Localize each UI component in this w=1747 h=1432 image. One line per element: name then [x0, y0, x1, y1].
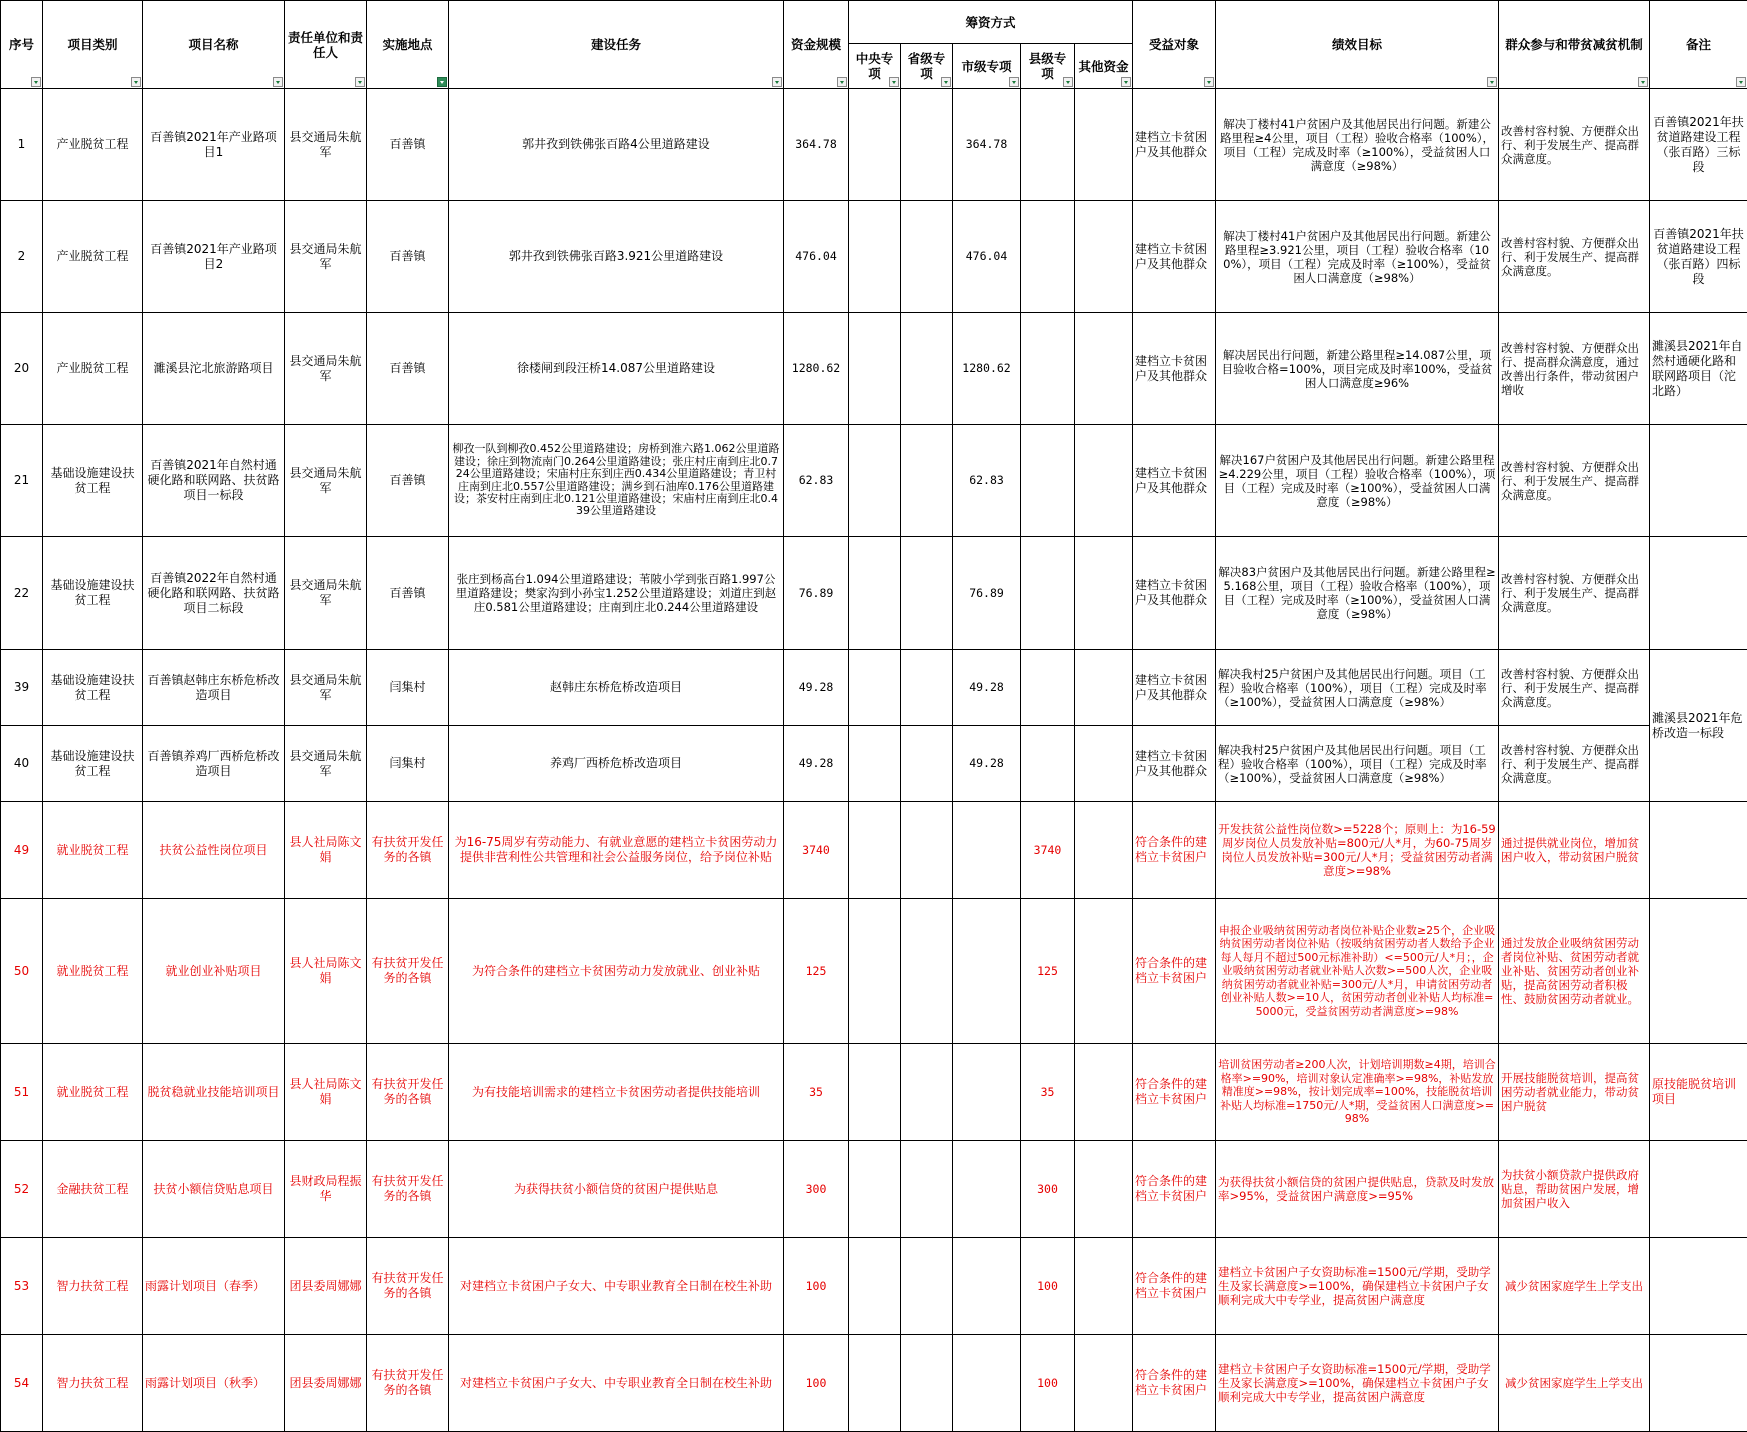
cell-category[interactable]: 金融扶贫工程 — [43, 1141, 143, 1238]
cell-unit[interactable]: 县交通局朱航军 — [285, 313, 367, 425]
cell-provincial[interactable] — [901, 899, 953, 1044]
cell-seq[interactable]: 22 — [1, 537, 43, 650]
cell-other[interactable] — [1075, 726, 1133, 802]
cell-provincial[interactable] — [901, 425, 953, 537]
filter-dropdown-icon[interactable] — [1121, 77, 1131, 87]
cell-target[interactable]: 为获得扶贫小额信贷的贫困户提供贴息，贷款及时发放率>95%，受益贫困户满意度>=95% — [1216, 1141, 1499, 1238]
col-provincial: 省级专项 — [901, 44, 953, 89]
cell-category[interactable]: 智力扶贫工程 — [43, 1335, 143, 1432]
cell-provincial[interactable] — [901, 802, 953, 899]
filter-dropdown-icon[interactable] — [1638, 77, 1648, 87]
cell-mechanism[interactable]: 通过提供就业岗位，增加贫困户收入，带动贫困户脱贫 — [1499, 802, 1650, 899]
cell-beneficiary[interactable]: 符合条件的建档立卡贫困户 — [1133, 1238, 1216, 1335]
cell-note[interactable] — [1650, 899, 1747, 1044]
cell-name[interactable]: 百善镇2022年自然村通硬化路和联网路、扶贫路项目二标段 — [143, 537, 285, 650]
cell-county[interactable]: 3740 — [1021, 802, 1075, 899]
filter-dropdown-icon[interactable] — [273, 77, 283, 87]
cell-provincial[interactable] — [901, 726, 953, 802]
cell-provincial[interactable] — [901, 1335, 953, 1432]
cell-central[interactable] — [849, 650, 901, 726]
col-scale: 资金规模 — [784, 1, 849, 89]
filter-dropdown-icon[interactable] — [837, 77, 847, 87]
cell-note[interactable] — [1650, 1335, 1747, 1432]
cell-unit[interactable]: 县交通局朱航军 — [285, 537, 367, 650]
cell-scale[interactable]: 300 — [784, 1141, 849, 1238]
cell-municipal[interactable]: 1280.62 — [953, 313, 1021, 425]
filter-dropdown-icon[interactable] — [1009, 77, 1019, 87]
cell-location[interactable]: 有扶贫开发任务的各镇 — [367, 1335, 449, 1432]
filter-dropdown-icon[interactable] — [1063, 77, 1073, 87]
cell-provincial[interactable] — [901, 313, 953, 425]
cell-category[interactable]: 就业脱贫工程 — [43, 899, 143, 1044]
cell-task[interactable]: 为有技能培训需求的建档立卡贫困劳动者提供技能培训 — [449, 1044, 784, 1141]
table-row — [1, 1141, 1747, 1238]
cell-seq[interactable]: 53 — [1, 1238, 43, 1335]
col-note: 备注 — [1650, 1, 1747, 89]
cell-mechanism[interactable]: 减少贫困家庭学生上学支出 — [1499, 1238, 1650, 1335]
cell-municipal[interactable] — [953, 1141, 1021, 1238]
cell-unit[interactable]: 县人社局陈文娟 — [285, 802, 367, 899]
cell-provincial[interactable] — [901, 89, 953, 201]
cell-other[interactable] — [1075, 1335, 1133, 1432]
cell-name[interactable]: 脱贫稳就业技能培训项目 — [143, 1044, 285, 1141]
cell-seq[interactable]: 39 — [1, 650, 43, 726]
cell-central[interactable] — [849, 1141, 901, 1238]
cell-target[interactable]: 解决我村25户贫困户及其他居民出行问题。项目（工程）验收合格率（100%），项目（工程）完成及时率（≥100%），受益贫困人口满意度（≥98%） — [1216, 726, 1499, 802]
cell-target[interactable]: 建档立卡贫困户子女资助标准=1500元/学期，受助学生及家长满意度>=100%，确保建档立卡贫困户子女顺利完成大中专学业，提高贫困户满意度 — [1216, 1238, 1499, 1335]
table-header — [1, 1, 1747, 89]
cell-municipal[interactable]: 76.89 — [953, 537, 1021, 650]
cell-location[interactable]: 有扶贫开发任务的各镇 — [367, 802, 449, 899]
cell-central[interactable] — [849, 313, 901, 425]
cell-mechanism[interactable]: 减少贫困家庭学生上学支出 — [1499, 1335, 1650, 1432]
cell-scale[interactable]: 35 — [784, 1044, 849, 1141]
cell-name[interactable]: 雨露计划项目（春季） — [143, 1238, 285, 1335]
cell-other[interactable] — [1075, 899, 1133, 1044]
cell-county[interactable] — [1021, 425, 1075, 537]
cell-note[interactable] — [1650, 1238, 1747, 1335]
col-unit: 责任单位和责任人 — [285, 1, 367, 89]
cell-category[interactable]: 就业脱贫工程 — [43, 1044, 143, 1141]
cell-beneficiary[interactable]: 符合条件的建档立卡贫困户 — [1133, 1044, 1216, 1141]
cell-note[interactable]: 百善镇2021年扶贫道路建设工程（张百路）三标段 — [1650, 89, 1747, 201]
cell-beneficiary[interactable]: 建档立卡贫困户及其他群众 — [1133, 726, 1216, 802]
cell-target[interactable]: 解决丁楼村41户贫困户及其他居民出行问题。新建公路里程≥4公里，项目（工程）验收合格率（100%），项目（工程）完成及时率（≥100%），受益贫困人口满意度（≥98%） — [1216, 89, 1499, 201]
col-other: 其他资金 — [1075, 44, 1133, 89]
col-name: 项目名称 — [143, 1, 285, 89]
cell-mechanism[interactable]: 改善村容村貌、方便群众出行、利于发展生产、提高群众满意度。 — [1499, 726, 1650, 802]
cell-scale[interactable]: 364.78 — [784, 89, 849, 201]
cell-name[interactable]: 百善镇养鸡厂西桥危桥改造项目 — [143, 726, 285, 802]
cell-seq[interactable]: 1 — [1, 89, 43, 201]
cell-provincial[interactable] — [901, 1238, 953, 1335]
cell-note[interactable] — [1650, 1141, 1747, 1238]
col-county: 县级专项 — [1021, 44, 1075, 89]
cell-beneficiary[interactable]: 建档立卡贫困户及其他群众 — [1133, 650, 1216, 726]
cell-seq[interactable]: 40 — [1, 726, 43, 802]
cell-task[interactable]: 对建档立卡贫困户子女大、中专职业教育全日制在校生补助 — [449, 1335, 784, 1432]
cell-county[interactable] — [1021, 537, 1075, 650]
cell-municipal[interactable] — [953, 1335, 1021, 1432]
cell-scale[interactable]: 49.28 — [784, 726, 849, 802]
cell-other[interactable] — [1075, 1044, 1133, 1141]
cell-name[interactable]: 百善镇2021年产业路项目2 — [143, 201, 285, 313]
cell-beneficiary[interactable]: 符合条件的建档立卡贫困户 — [1133, 802, 1216, 899]
cell-seq[interactable]: 20 — [1, 313, 43, 425]
cell-location[interactable]: 闫集村 — [367, 726, 449, 802]
table-row — [1, 1335, 1747, 1432]
cell-task[interactable]: 郭井孜到铁佛张百路4公里道路建设 — [449, 89, 784, 201]
cell-beneficiary[interactable]: 建档立卡贫困户及其他群众 — [1133, 89, 1216, 201]
cell-category[interactable]: 基础设施建设扶贫工程 — [43, 726, 143, 802]
cell-beneficiary[interactable]: 建档立卡贫困户及其他群众 — [1133, 537, 1216, 650]
cell-target[interactable]: 开发扶贫公益性岗位数>=5228个；原则上：为16-59周岁岗位人员发放补贴=800元/人*月，为60-75周岁岗位人员发放补贴=300元/人*月；受益贫困劳动者满意度>=98% — [1216, 802, 1499, 899]
cell-unit[interactable]: 县人社局陈文娟 — [285, 1044, 367, 1141]
filter-dropdown-icon[interactable] — [131, 77, 141, 87]
cell-municipal[interactable]: 49.28 — [953, 726, 1021, 802]
cell-other[interactable] — [1075, 537, 1133, 650]
cell-name[interactable]: 雨露计划项目（秋季） — [143, 1335, 285, 1432]
cell-note[interactable] — [1650, 425, 1747, 537]
cell-municipal[interactable] — [953, 802, 1021, 899]
cell-county[interactable]: 100 — [1021, 1238, 1075, 1335]
cell-name[interactable]: 就业创业补贴项目 — [143, 899, 285, 1044]
table-row — [1, 726, 1747, 802]
cell-municipal[interactable]: 62.83 — [953, 425, 1021, 537]
cell-other[interactable] — [1075, 313, 1133, 425]
cell-task[interactable]: 对建档立卡贫困户子女大、中专职业教育全日制在校生补助 — [449, 1238, 784, 1335]
cell-beneficiary[interactable]: 符合条件的建档立卡贫困户 — [1133, 899, 1216, 1044]
cell-municipal[interactable] — [953, 899, 1021, 1044]
cell-central[interactable] — [849, 537, 901, 650]
table-row — [1, 650, 1747, 726]
cell-location[interactable]: 有扶贫开发任务的各镇 — [367, 899, 449, 1044]
cell-mechanism[interactable]: 改善村容村貌、方便群众出行、提高群众满意度，通过改善出行条件，带动贫困户增收 — [1499, 313, 1650, 425]
filter-dropdown-icon[interactable] — [31, 77, 41, 87]
cell-category[interactable]: 产业脱贫工程 — [43, 313, 143, 425]
cell-unit[interactable]: 县财政局程振华 — [285, 1141, 367, 1238]
cell-scale[interactable]: 1280.62 — [784, 313, 849, 425]
cell-name[interactable]: 百善镇赵韩庄东桥危桥改造项目 — [143, 650, 285, 726]
cell-county[interactable]: 300 — [1021, 1141, 1075, 1238]
cell-scale[interactable]: 49.28 — [784, 650, 849, 726]
filter-dropdown-icon[interactable] — [772, 77, 782, 87]
cell-mechanism[interactable]: 改善村容村貌、方便群众出行、利于发展生产、提高群众满意度。 — [1499, 537, 1650, 650]
cell-municipal[interactable]: 364.78 — [953, 89, 1021, 201]
cell-note[interactable] — [1650, 537, 1747, 650]
cell-scale[interactable]: 76.89 — [784, 537, 849, 650]
cell-location[interactable]: 闫集村 — [367, 650, 449, 726]
col-target: 绩效目标 — [1216, 1, 1499, 89]
col-central: 中央专项 — [849, 44, 901, 89]
cell-target[interactable]: 培训贫困劳动者≥200人次，计划培训期数≥4期，培训合格率>=90%，培训对象认定准确率>=98%，补贴发放精准度>=98%，按计划完成率=100%，技能脱贫培训补贴人均标准=1750元/人*期，受益贫困人口满意度>=98% — [1216, 1044, 1499, 1141]
cell-location[interactable]: 有扶贫开发任务的各镇 — [367, 1044, 449, 1141]
cell-seq[interactable]: 21 — [1, 425, 43, 537]
cell-mechanism[interactable]: 为扶贫小额贷款户提供政府贴息，帮助贫困户发展，增加贫困户收入 — [1499, 1141, 1650, 1238]
filter-active-icon[interactable] — [437, 77, 447, 87]
cell-mechanism[interactable]: 通过发放企业吸纳贫困劳动者岗位补贴、贫困劳动者就业补贴、贫困劳动者创业补贴，提高贫困劳动者积极性、鼓励贫困劳动者就业。 — [1499, 899, 1650, 1044]
cell-municipal[interactable]: 49.28 — [953, 650, 1021, 726]
cell-location[interactable]: 有扶贫开发任务的各镇 — [367, 1238, 449, 1335]
cell-unit[interactable]: 县交通局朱航军 — [285, 425, 367, 537]
cell-scale[interactable]: 62.83 — [784, 425, 849, 537]
cell-task[interactable]: 为符合条件的建档立卡贫困劳动力发放就业、创业补贴 — [449, 899, 784, 1044]
cell-task[interactable]: 养鸡厂西桥危桥改造项目 — [449, 726, 784, 802]
cell-task[interactable]: 赵韩庄东桥危桥改造项目 — [449, 650, 784, 726]
cell-note[interactable]: 濉溪县2021年危桥改造一标段 — [1650, 650, 1747, 802]
cell-seq[interactable]: 49 — [1, 802, 43, 899]
cell-name[interactable]: 百善镇2021年产业路项目1 — [143, 89, 285, 201]
cell-provincial[interactable] — [901, 201, 953, 313]
cell-task[interactable]: 为获得扶贫小额信贷的贫困户提供贴息 — [449, 1141, 784, 1238]
cell-category[interactable]: 就业脱贫工程 — [43, 802, 143, 899]
cell-location[interactable]: 百善镇 — [367, 89, 449, 201]
cell-municipal[interactable]: 476.04 — [953, 201, 1021, 313]
cell-mechanism[interactable]: 改善村容村貌、方便群众出行、利于发展生产、提高群众满意度。 — [1499, 89, 1650, 201]
cell-scale[interactable]: 3740 — [784, 802, 849, 899]
col-task: 建设任务 — [449, 1, 784, 89]
cell-note[interactable]: 原技能脱贫培训项目 — [1650, 1044, 1747, 1141]
cell-task[interactable]: 为16-75周岁有劳动能力、有就业意愿的建档立卡贫困劳动力提供非营利性公共管理和社会公益服务岗位，给予岗位补贴 — [449, 802, 784, 899]
table-row — [1, 537, 1747, 650]
cell-provincial[interactable] — [901, 537, 953, 650]
cell-target[interactable]: 解决居民出行问题，新建公路里程≥14.087公里，项目验收合格=100%，项目完成及时率100%，受益贫困人口满意度≥96% — [1216, 313, 1499, 425]
cell-target[interactable]: 解决我村25户贫困户及其他居民出行问题。项目（工程）验收合格率（100%），项目（工程）完成及时率（≥100%），受益贫困人口满意度（≥98%） — [1216, 650, 1499, 726]
cell-target[interactable]: 建档立卡贫困户子女资助标准=1500元/学期，受助学生及家长满意度>=100%，确保建档立卡贫困户子女顺利完成大中专学业，提高贫困户满意度 — [1216, 1335, 1499, 1432]
cell-other[interactable] — [1075, 89, 1133, 201]
filter-dropdown-icon[interactable] — [1204, 77, 1214, 87]
filter-dropdown-icon[interactable] — [355, 77, 365, 87]
cell-note[interactable]: 濉溪县2021年自然村通硬化路和联网路项目（沱北路） — [1650, 313, 1747, 425]
cell-category[interactable]: 基础设施建设扶贫工程 — [43, 537, 143, 650]
cell-county[interactable] — [1021, 726, 1075, 802]
cell-other[interactable] — [1075, 1141, 1133, 1238]
col-municipal: 市级专项 — [953, 44, 1021, 89]
table-row — [1, 802, 1747, 899]
cell-central[interactable] — [849, 899, 901, 1044]
cell-unit[interactable]: 团县委周娜娜 — [285, 1335, 367, 1432]
cell-mechanism[interactable]: 改善村容村貌、方便群众出行、利于发展生产、提高群众满意度。 — [1499, 201, 1650, 313]
cell-target[interactable]: 申报企业吸纳贫困劳动者岗位补贴企业数≥25个，企业吸纳贫困劳动者岗位补贴（按吸纳贫困劳动者人数给予企业每人每月不超过500元标准补助）<=500元/人*月；，企业吸纳贫困劳动者就业补贴人次数>=500人次，企业吸纳贫困劳动者就业补贴=300元/人*月，申请贫困劳动者创业补贴人数>=10人，贫困劳动者创业补贴人均标准=5000元，受益贫困劳动者满意度>=98% — [1216, 899, 1499, 1044]
cell-category[interactable]: 基础设施建设扶贫工程 — [43, 650, 143, 726]
table-row — [1, 201, 1747, 313]
cell-category[interactable]: 产业脱贫工程 — [43, 201, 143, 313]
cell-unit[interactable]: 县交通局朱航军 — [285, 201, 367, 313]
cell-location[interactable]: 有扶贫开发任务的各镇 — [367, 1141, 449, 1238]
cell-location[interactable]: 百善镇 — [367, 537, 449, 650]
table-row — [1, 89, 1747, 201]
cell-county[interactable]: 100 — [1021, 1335, 1075, 1432]
cell-provincial[interactable] — [901, 1044, 953, 1141]
cell-name[interactable]: 百善镇2021年自然村通硬化路和联网路、扶贫路项目一标段 — [143, 425, 285, 537]
cell-seq[interactable]: 52 — [1, 1141, 43, 1238]
cell-central[interactable] — [849, 802, 901, 899]
cell-provincial[interactable] — [901, 1141, 953, 1238]
cell-unit[interactable]: 县交通局朱航军 — [285, 650, 367, 726]
filter-dropdown-icon[interactable] — [941, 77, 951, 87]
cell-seq[interactable]: 50 — [1, 899, 43, 1044]
col-category: 项目类别 — [43, 1, 143, 89]
col-seq: 序号 — [1, 1, 43, 89]
cell-other[interactable] — [1075, 1238, 1133, 1335]
cell-county[interactable]: 125 — [1021, 899, 1075, 1044]
cell-unit[interactable]: 县人社局陈文娟 — [285, 899, 367, 1044]
table-row — [1, 425, 1747, 537]
cell-county[interactable] — [1021, 201, 1075, 313]
cell-target[interactable]: 解决167户贫困户及其他居民出行问题。新建公路里程≥4.229公里，项目（工程）验收合格率（100%），项目（工程）完成及时率（≥100%），受益贫困人口满意度（≥98%） — [1216, 425, 1499, 537]
cell-mechanism[interactable]: 开展技能脱贫培训，提高贫困劳动者就业能力，带动贫困户脱贫 — [1499, 1044, 1650, 1141]
table-row — [1, 1044, 1747, 1141]
cell-location[interactable]: 百善镇 — [367, 425, 449, 537]
cell-county[interactable] — [1021, 89, 1075, 201]
table-row — [1, 1238, 1747, 1335]
cell-location[interactable]: 百善镇 — [367, 201, 449, 313]
col-mechanism: 群众参与和带贫减贫机制 — [1499, 1, 1650, 89]
cell-task[interactable]: 徐楼闸到段汪桥14.087公里道路建设 — [449, 313, 784, 425]
cell-mechanism[interactable]: 改善村容村貌、方便群众出行、利于发展生产、提高群众满意度。 — [1499, 425, 1650, 537]
cell-beneficiary[interactable]: 建档立卡贫困户及其他群众 — [1133, 201, 1216, 313]
cell-target[interactable]: 解决83户贫困户及其他居民出行问题。新建公路里程≥5.168公里，项目（工程）验收合格率（100%），项目（工程）完成及时率（≥100%），受益贫困人口满意度（≥98%） — [1216, 537, 1499, 650]
cell-task[interactable]: 张庄到杨高台1.094公里道路建设；苇陂小学到张百路1.997公里道路建设；樊家沟到小孙宝1.252公里道路建设；刘道庄到赵庄0.581公里道路建设；庄南到庄北0.244公里道路建设 — [449, 537, 784, 650]
cell-central[interactable] — [849, 726, 901, 802]
cell-target[interactable]: 解决丁楼村41户贫困户及其他居民出行问题。新建公路里程≥3.921公里，项目（工程）验收合格率（100%），项目（工程）完成及时率（≥100%），受益贫困人口满意度（≥98%） — [1216, 201, 1499, 313]
cell-provincial[interactable] — [901, 650, 953, 726]
cell-task[interactable]: 郭井孜到铁佛张百路3.921公里道路建设 — [449, 201, 784, 313]
cell-county[interactable] — [1021, 650, 1075, 726]
cell-seq[interactable]: 54 — [1, 1335, 43, 1432]
cell-name[interactable]: 濉溪县沱北旅游路项目 — [143, 313, 285, 425]
col-funding: 筹资方式 — [849, 1, 1133, 44]
cell-municipal[interactable] — [953, 1044, 1021, 1141]
cell-other[interactable] — [1075, 425, 1133, 537]
cell-unit[interactable]: 团县委周娜娜 — [285, 1238, 367, 1335]
cell-name[interactable]: 扶贫公益性岗位项目 — [143, 802, 285, 899]
cell-county[interactable] — [1021, 313, 1075, 425]
col-beneficiary: 受益对象 — [1133, 1, 1216, 89]
cell-other[interactable] — [1075, 201, 1133, 313]
table-row — [1, 313, 1747, 425]
cell-central[interactable] — [849, 425, 901, 537]
cell-category[interactable]: 产业脱贫工程 — [43, 89, 143, 201]
cell-beneficiary[interactable]: 建档立卡贫困户及其他群众 — [1133, 313, 1216, 425]
cell-central[interactable] — [849, 201, 901, 313]
filter-dropdown-icon[interactable] — [1736, 77, 1746, 87]
cell-other[interactable] — [1075, 650, 1133, 726]
cell-beneficiary[interactable]: 符合条件的建档立卡贫困户 — [1133, 1141, 1216, 1238]
cell-unit[interactable]: 县交通局朱航军 — [285, 726, 367, 802]
cell-seq[interactable]: 2 — [1, 201, 43, 313]
cell-scale[interactable]: 476.04 — [784, 201, 849, 313]
cell-beneficiary[interactable]: 符合条件的建档立卡贫困户 — [1133, 1335, 1216, 1432]
cell-task[interactable]: 柳孜一队到柳孜0.452公里道路建设；房桥到淮六路1.062公里道路建设；徐庄到物流南门0.264公里道路建设；张庄村庄南到庄北0.724公里道路建设；宋庙村庄东到庄西0.434公里道路建设；青卫村庄南到庄北0.557公里道路建设；满乡到石油库0.176公里道路建设；茶安村庄南到庄北0.121公里道路建设；宋庙村庄南到庄北0.439公里道路建设 — [449, 425, 784, 537]
cell-scale[interactable]: 125 — [784, 899, 849, 1044]
cell-central[interactable] — [849, 89, 901, 201]
cell-note[interactable] — [1650, 802, 1747, 899]
cell-central[interactable] — [849, 1335, 901, 1432]
cell-unit[interactable]: 县交通局朱航军 — [285, 89, 367, 201]
cell-central[interactable] — [849, 1238, 901, 1335]
cell-scale[interactable]: 100 — [784, 1335, 849, 1432]
cell-mechanism[interactable]: 改善村容村貌、方便群众出行、利于发展生产、提高群众满意度。 — [1499, 650, 1650, 726]
cell-category[interactable]: 智力扶贫工程 — [43, 1238, 143, 1335]
filter-dropdown-icon[interactable] — [889, 77, 899, 87]
cell-beneficiary[interactable]: 建档立卡贫困户及其他群众 — [1133, 425, 1216, 537]
cell-other[interactable] — [1075, 802, 1133, 899]
cell-note[interactable]: 百善镇2021年扶贫道路建设工程（张百路）四标段 — [1650, 201, 1747, 313]
cell-scale[interactable]: 100 — [784, 1238, 849, 1335]
cell-location[interactable]: 百善镇 — [367, 313, 449, 425]
cell-name[interactable]: 扶贫小额信贷贴息项目 — [143, 1141, 285, 1238]
filter-dropdown-icon[interactable] — [1487, 77, 1497, 87]
cell-seq[interactable]: 51 — [1, 1044, 43, 1141]
cell-central[interactable] — [849, 1044, 901, 1141]
col-location: 实施地点 — [367, 1, 449, 89]
cell-category[interactable]: 基础设施建设扶贫工程 — [43, 425, 143, 537]
table-row — [1, 899, 1747, 1044]
cell-county[interactable]: 35 — [1021, 1044, 1075, 1141]
cell-municipal[interactable] — [953, 1238, 1021, 1335]
